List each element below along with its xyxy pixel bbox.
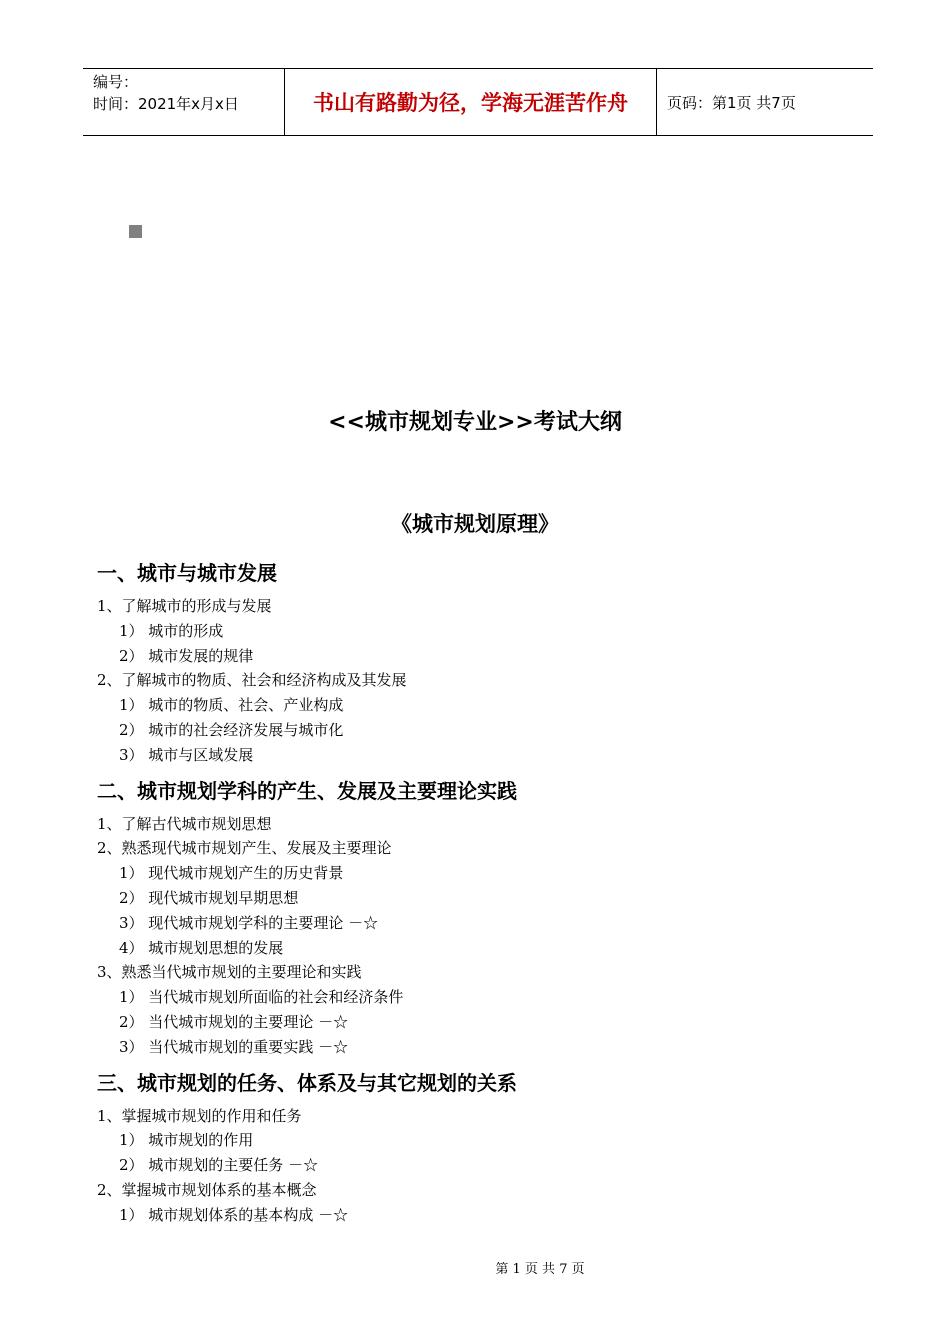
document-title: <<城市规划专业>>考试大纲 <box>328 410 622 435</box>
outline-subitem: 2） 现代城市规划早期思想 <box>119 888 299 907</box>
outline-item: 2、熟悉现代城市规划产生、发展及主要理论 <box>97 839 392 858</box>
outline-subitem: 2） 城市规划的主要任务 －☆ <box>119 1156 319 1175</box>
outline-subitem: 2） 当代城市规划的主要理论 －☆ <box>119 1012 349 1031</box>
outline-subitem: 2） 城市发展的规律 <box>119 646 254 665</box>
document-subtitle: 《城市规划原理》 <box>391 512 559 536</box>
outline-item: 1、掌握城市规划的作用和任务 <box>97 1106 302 1125</box>
page-footer: 第 1 页 共 7 页 <box>495 1262 585 1277</box>
outline-item: 2、掌握城市规划体系的基本概念 <box>97 1180 317 1199</box>
section-heading: 二、城市规划学科的产生、发展及主要理论实践 <box>97 778 517 803</box>
section-heading: 一、城市与城市发展 <box>97 561 277 585</box>
outline-subitem: 1） 城市规划的作用 <box>119 1131 254 1150</box>
outline-subitem: 2） 城市的社会经济发展与城市化 <box>119 720 344 739</box>
header-page-info: 页码：第1页 共7页 <box>667 93 796 112</box>
outline-content <box>97 556 877 1228</box>
outline-subitem: 1） 城市的物质、社会、产业构成 <box>119 696 344 715</box>
header-motto: 书山有路勤为径，学海无涯苦作舟 <box>285 69 657 135</box>
outline-item: 1、了解古代城市规划思想 <box>97 814 272 833</box>
header-meta <box>83 69 285 135</box>
outline-subitem: 3） 城市与区域发展 <box>119 745 254 764</box>
page-header <box>83 68 873 136</box>
outline-subitem: 1） 城市规划体系的基本构成 －☆ <box>119 1205 349 1224</box>
outline-subitem: 1） 当代城市规划所面临的社会和经济条件 <box>119 988 404 1007</box>
outline-item: 3、熟悉当代城市规划的主要理论和实践 <box>97 963 362 982</box>
outline-item: 1、了解城市的形成与发展 <box>97 597 272 615</box>
outline-item: 2、了解城市的物质、社会和经济构成及其发展 <box>97 671 407 690</box>
header-time: 时间：2021年x月x日 <box>93 95 239 113</box>
outline-subitem: 3） 现代城市规划学科的主要理论 －☆ <box>119 913 379 932</box>
section-heading: 三、城市规划的任务、体系及与其它规划的关系 <box>97 1070 517 1095</box>
outline-subitem: 3） 当代城市规划的重要实践 －☆ <box>119 1037 349 1056</box>
outline-subitem: 1） 现代城市规划产生的历史背景 <box>119 864 344 883</box>
header-number: 编号： <box>93 73 139 91</box>
square-bullet-icon <box>129 225 142 238</box>
outline-subitem: 1） 城市的形成 <box>119 621 224 640</box>
outline-subitem: 4） 城市规划思想的发展 <box>119 938 284 957</box>
